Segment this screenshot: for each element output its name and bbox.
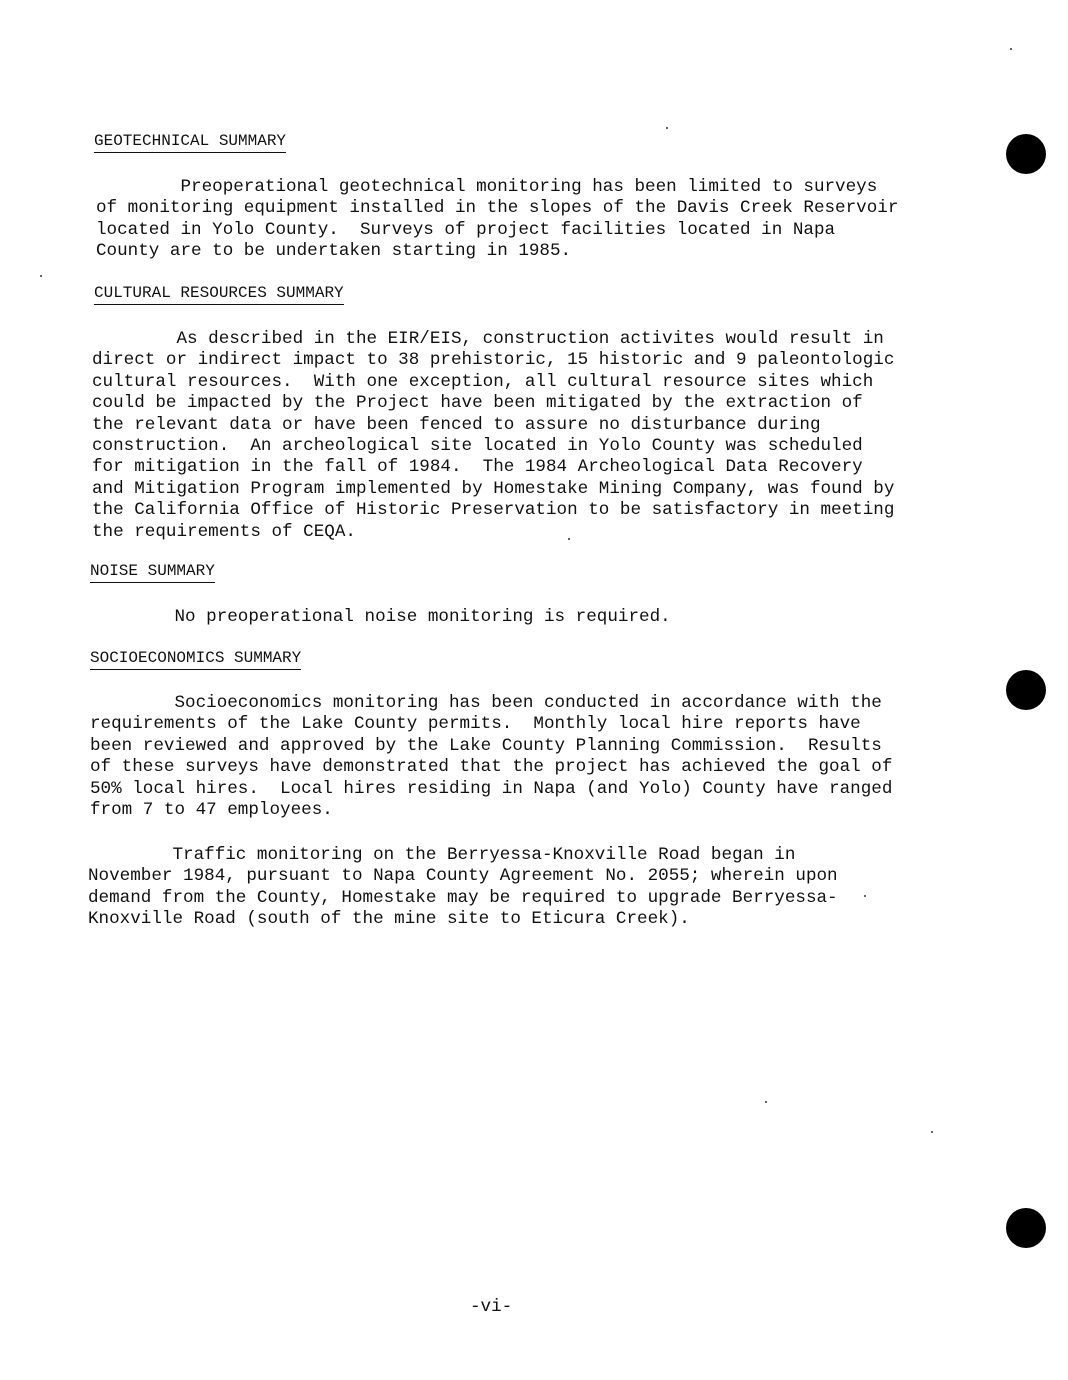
page-number: -vi- [470, 1297, 513, 1317]
text-line: and Mitigation Program implemented by Homestake Mining Company, was found by [92, 478, 895, 499]
traffic-monitoring-paragraph [88, 845, 838, 931]
scan-speck [40, 275, 42, 277]
geotechnical-paragraph [96, 177, 898, 263]
scan-speck [864, 895, 866, 897]
text-line: been reviewed and approved by the Lake County Planning Commission. Results [90, 735, 882, 756]
text-line: direct or indirect impact to 38 prehistoric, 15 historic and 9 paleontologic [92, 350, 895, 371]
text-line: the requirements of CEQA. [92, 521, 356, 542]
text-line: for mitigation in the fall of 1984. The 1984 Archeological Data Recovery [92, 457, 863, 478]
text-line: 50% local hires. Local hires residing in Napa (and Yolo) County have ranged [90, 778, 893, 799]
section-heading-geotechnical: GEOTECHNICAL SUMMARY [94, 131, 286, 153]
text-line: could be impacted by the Project have been mitigated by the extraction of [92, 393, 863, 414]
punch-hole-middle [1006, 670, 1046, 710]
section-heading-noise: NOISE SUMMARY [90, 561, 215, 583]
text-line: requirements of the Lake County permits. Monthly local hire reports have [90, 714, 861, 735]
text-line: demand from the County, Homestake may be required to upgrade Berryessa- [88, 887, 838, 908]
text-line: As described in the EIR/EIS, construction activites would result in [92, 329, 884, 349]
scan-speck [666, 127, 668, 129]
text-line: located in Yolo County. Surveys of project facilities located in Napa [96, 219, 836, 240]
text-line: the California Office of Historic Preservation to be satisfactory in meeting [92, 500, 895, 521]
text-line: Traffic monitoring on the Berryessa-Knoxville Road began in [88, 845, 796, 865]
text-line: the relevant data or have been fenced to assure no disturbance during [92, 414, 821, 435]
punch-hole-bottom [1006, 1208, 1046, 1248]
text-line: Preoperational geotechnical monitoring has been limited to surveys [96, 177, 878, 197]
text-line: County are to be undertaken starting in 1985. [96, 241, 572, 262]
text-line: November 1984, pursuant to Napa County Agreement No. 2055; wherein upon [88, 866, 838, 887]
text-line: cultural resources. With one exception, all cultural resource sites which [92, 371, 874, 392]
text-line: Knoxville Road (south of the mine site to Eticura Creek). [88, 909, 690, 930]
text-line: construction. An archeological site located in Yolo County was scheduled [92, 436, 863, 457]
text-line: No preoperational noise monitoring is required. [90, 607, 671, 627]
scan-speck [765, 1101, 767, 1103]
text-line: from 7 to 47 employees. [90, 800, 333, 821]
punch-hole-top [1006, 134, 1046, 174]
section-heading-socioeconomics: SOCIOECONOMICS SUMMARY [90, 648, 301, 670]
socioeconomics-paragraph [90, 693, 892, 821]
text-line: Socioeconomics monitoring has been conducted in accordance with the [90, 693, 882, 713]
noise-paragraph [90, 607, 671, 628]
scan-speck [1010, 48, 1012, 50]
section-heading-cultural-resources: CULTURAL RESOURCES SUMMARY [94, 283, 344, 305]
text-line: of monitoring equipment installed in the slopes of the Davis Creek Reservoir [96, 198, 899, 219]
cultural-resources-paragraph [92, 329, 894, 543]
scan-speck [931, 1131, 933, 1133]
text-line: of these surveys have demonstrated that the project has achieved the goal of [90, 757, 893, 778]
